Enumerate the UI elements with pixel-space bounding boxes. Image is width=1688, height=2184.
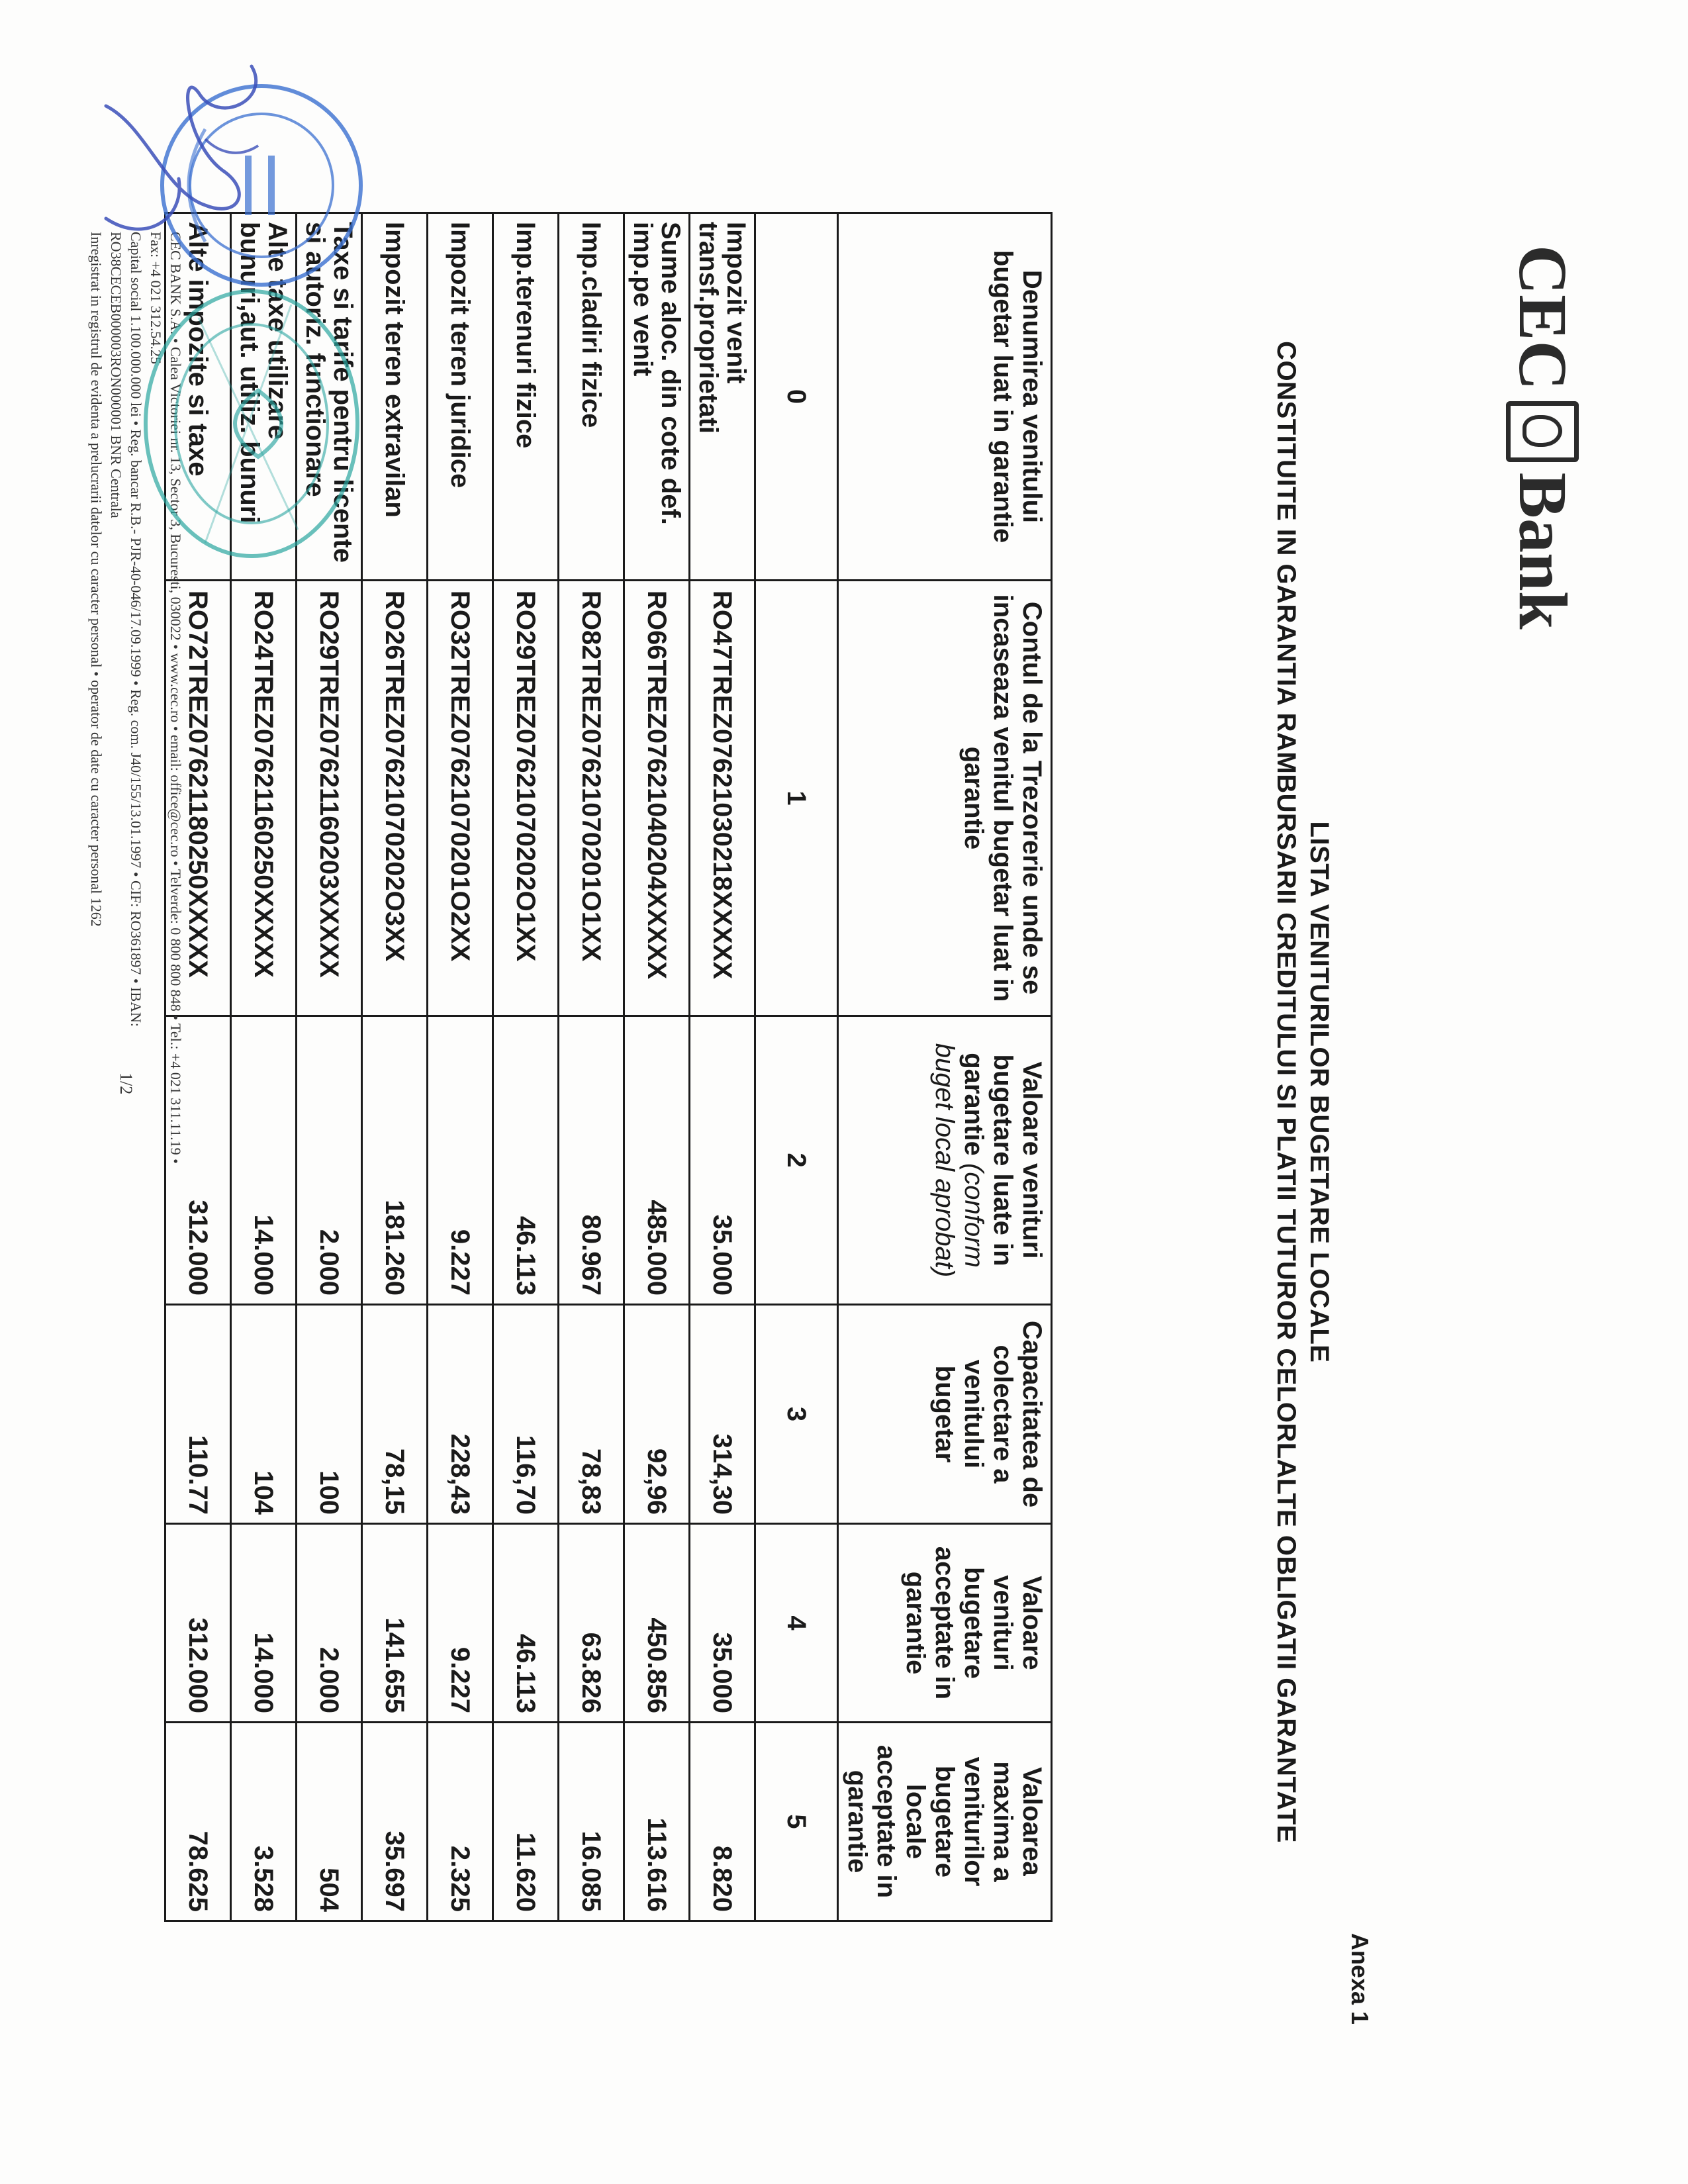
table-row (624, 213, 690, 1921)
column-number-row (755, 213, 838, 1921)
header-max-value: Valoarea maxima a veniturilor bugetare locale acceptate in garantie (838, 1723, 1052, 1921)
table-row (690, 213, 755, 1921)
column-number: 2 (755, 1016, 838, 1305)
footer-line: Inregistrat in registrul de evidenta a prelucrarii datelor cu caracter personal • operator de date cu caracter personal 1262 (88, 232, 105, 927)
footer-line: Capital social 1.100.000.000 lei • Reg. bancar R.B.- PJR-40-046/17.09.1999 • Reg. com. J40/155/13.01.1997 • CIF: RO361897 • IBAN: RO38CECEB000003RON000001 BNR Centrala (108, 232, 144, 1027)
accepted-value: 9.227 (428, 1524, 493, 1723)
header-collection-capacity: Capacitatea de colectare a venitului bugetar (838, 1305, 1052, 1524)
accepted-value: 141.655 (362, 1524, 428, 1723)
annex-label: Anexa 1 (1346, 1933, 1374, 2025)
header-revenue-name: Denumirea venitului bugetar luat in garantie (838, 213, 1052, 581)
revenue-value: 35.000 (690, 1016, 755, 1305)
leaf-logo-icon (1507, 401, 1579, 462)
revenue-value: 14.000 (231, 1016, 297, 1305)
accepted-value: 2.000 (297, 1524, 362, 1723)
footer-line: CEC BANK S.A. • Calea Victoriei nr. 13, Sector 3, Bucuresti, 030022 • www.cec.ro • email: office@cec.ro • Telverde: 0 800 800 848 • Tel.: +4 021 311.11.19 • Fax: +4 021 312.54.25 (148, 232, 184, 1164)
treasury-account: RO26TREZ07621070202O3XX (362, 581, 428, 1016)
page-number: 1/2 (117, 1072, 136, 1095)
document-subtitle: CONSTITUITE IN GARANTIA RAMBURSARII CREDITULUI SI PLATII TUTUROR CELORLALTE OBLIGATII GARANTATE (1272, 341, 1301, 1843)
collection-capacity: 314,30 (690, 1305, 755, 1524)
collection-capacity: 116,70 (493, 1305, 559, 1524)
max-value: 113.616 (624, 1723, 690, 1921)
header-accepted-value: Valoare venituri bugetare acceptate in garantie (838, 1524, 1052, 1723)
revenue-value: 46.113 (493, 1016, 559, 1305)
revenue-value: 312.000 (165, 1016, 231, 1305)
revenue-name: Impozit teren extravilan (362, 213, 428, 581)
revenue-name: Alte taxe utilizare bunuri,aut. utiliz. bunuri (231, 213, 297, 581)
revenue-value: 2.000 (297, 1016, 362, 1305)
treasury-account: RO29TREZ07621070202O1XX (493, 581, 559, 1016)
header-treasury-account: Contul de la Trezorerie unde se incaseaza venitul bugetar luat in garantie (838, 581, 1052, 1016)
max-value: 16.085 (559, 1723, 624, 1921)
treasury-account: RO32TREZ07621070201O2XX (428, 581, 493, 1016)
max-value: 35.697 (362, 1723, 428, 1921)
max-value: 8.820 (690, 1723, 755, 1921)
table-row (493, 213, 559, 1921)
max-value: 3.528 (231, 1723, 297, 1921)
logo-text-cec: CEC (1505, 245, 1581, 391)
collection-capacity: 104 (231, 1305, 297, 1524)
revenue-name: Impozit venit transf.proprietati (690, 213, 755, 581)
accepted-value: 312.000 (165, 1524, 231, 1723)
logo-text-bank: Bank (1505, 472, 1581, 630)
accepted-value: 14.000 (231, 1524, 297, 1723)
accepted-value: 63.826 (559, 1524, 624, 1723)
collection-capacity: 78,83 (559, 1305, 624, 1524)
revenue-value: 80.967 (559, 1016, 624, 1305)
revenue-value: 181.260 (362, 1016, 428, 1305)
column-number: 1 (755, 581, 838, 1016)
collection-capacity: 78,15 (362, 1305, 428, 1524)
table-row (559, 213, 624, 1921)
header-revenue-value (838, 1016, 1052, 1305)
document-title: LISTA VENITURILOR BUGETARE LOCALE (1305, 821, 1334, 1363)
column-number: 4 (755, 1524, 838, 1723)
second-seal (132, 278, 371, 569)
table-header-row (838, 213, 1052, 1921)
accepted-value: 450.856 (624, 1524, 690, 1723)
table-row (362, 213, 428, 1921)
accepted-value: 35.000 (690, 1524, 755, 1723)
column-number: 0 (755, 213, 838, 581)
column-number: 5 (755, 1723, 838, 1921)
treasury-account: RO66TREZ07621040204XXXXX (624, 581, 690, 1016)
max-value: 2.325 (428, 1723, 493, 1921)
accepted-value: 46.113 (493, 1524, 559, 1723)
revenue-name: Impozit teren juridice (428, 213, 493, 581)
collection-capacity: 110.77 (165, 1305, 231, 1524)
treasury-account: RO29TREZ07621160203XXXXX (297, 581, 362, 1016)
collection-capacity: 228,43 (428, 1305, 493, 1524)
revenue-value: 485.000 (624, 1016, 690, 1305)
revenue-name: Taxe si tarife pentru licente si autoriz. functionare (297, 213, 362, 581)
revenue-name: Imp.cladiri fizice (559, 213, 624, 581)
header-revenue-value-label: Valoare venituri bugetare luate in garantie (959, 1053, 1047, 1266)
max-value: 78.625 (165, 1723, 231, 1921)
treasury-account: RO72TREZ07621180250XXXXX (165, 581, 231, 1016)
cec-bank-logo (1503, 245, 1582, 630)
revenue-name: Alte impozite si taxe (165, 213, 231, 581)
treasury-account: RO82TREZ07621070201O1XX (559, 581, 624, 1016)
column-number: 3 (755, 1305, 838, 1524)
collection-capacity: 92,96 (624, 1305, 690, 1524)
collection-capacity: 100 (297, 1305, 362, 1524)
treasury-account: RO47TREZ07621030218XXXXX (690, 581, 755, 1016)
header-revenue-value-note: (conform buget local aprobat) (930, 1043, 988, 1278)
revenue-value: 9.227 (428, 1016, 493, 1305)
handwritten-signature (79, 46, 278, 265)
revenue-name: Sume aloc. din cote def. imp.pe venit (624, 213, 690, 581)
revenue-name: Imp.terenuri fizice (493, 213, 559, 581)
max-value: 504 (297, 1723, 362, 1921)
treasury-account: RO24TREZ07621160250XXXXX (231, 581, 297, 1016)
max-value: 11.620 (493, 1723, 559, 1921)
table-row (428, 213, 493, 1921)
